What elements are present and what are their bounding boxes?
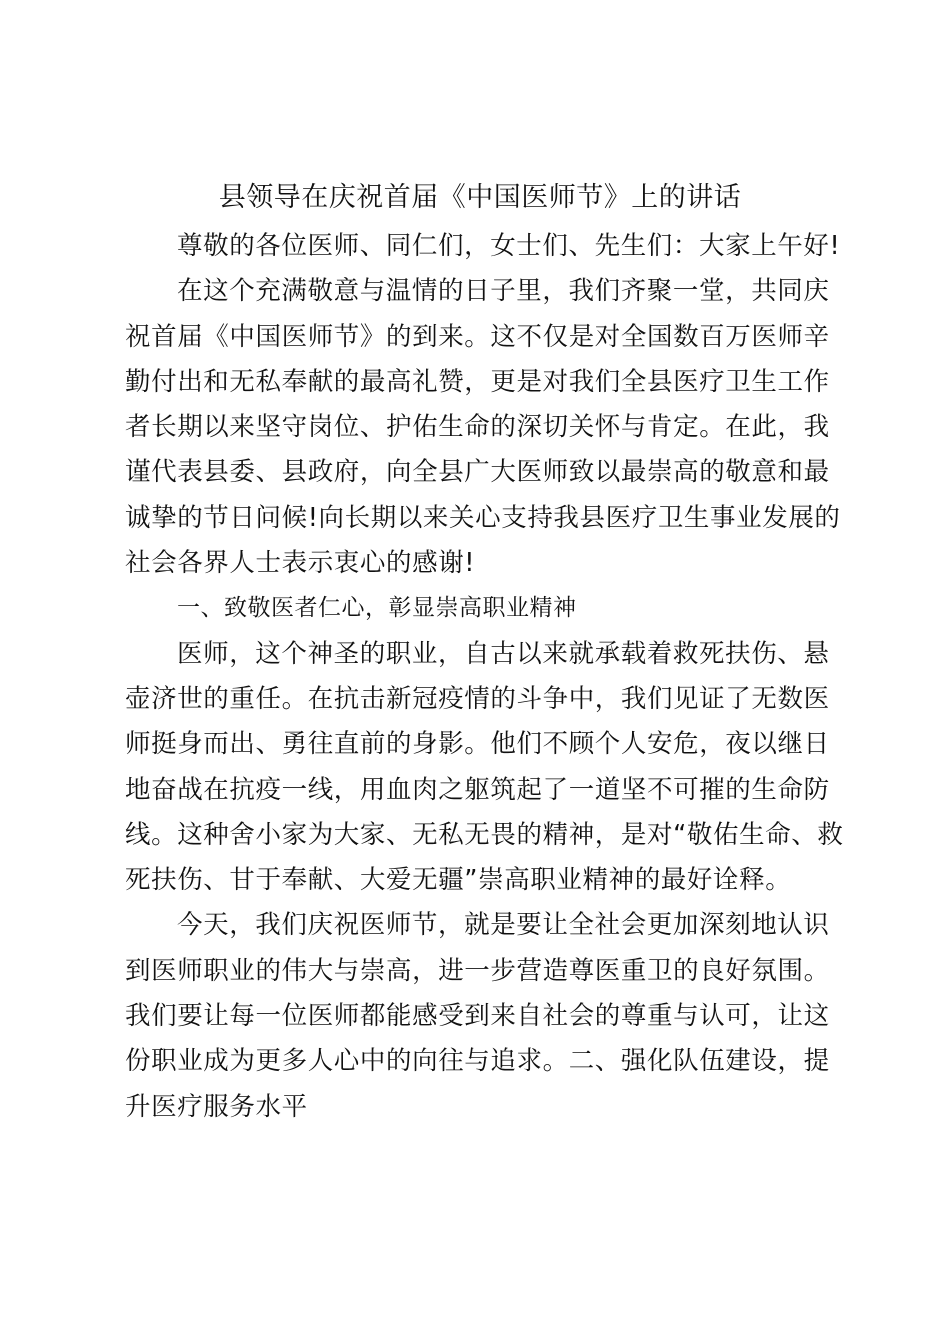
paragraph-line: 升医疗服务水平	[125, 1091, 308, 1122]
document-title: 县领导在庆祝首届《中国医师节》上的讲话	[218, 182, 742, 213]
section-heading: 一、致敬医者仁心，彰显崇高职业精神	[177, 595, 577, 622]
document-body	[125, 224, 844, 1130]
paragraph-line: 在这个充满敬意与温情的日子里，我们齐聚一堂，共同庆	[177, 276, 830, 307]
paragraph-line: 份职业成为更多人心中的向往与追求。二、强化队伍建设，提	[125, 1046, 830, 1077]
paragraph-line: 死扶伤、甘于奉献、大爱无疆”崇高职业精神的最好诠释。	[125, 865, 792, 896]
paragraph-line: 地奋战在抗疫一线，用血肉之躯筑起了一道坚不可摧的生命防	[125, 774, 830, 805]
paragraph-line: 勤付出和无私奉献的最高礼赞，更是对我们全县医疗卫生工作	[125, 366, 830, 397]
paragraph-line: 者长期以来坚守岗位、护佑生命的深切关怀与肯定。在此，我	[125, 412, 830, 443]
paragraph-line: 谨代表县委、县政府，向全县广大医师致以最崇高的敬意和最	[125, 457, 830, 488]
paragraph-line: 医师，这个神圣的职业，自古以来就承载着救死扶伤、悬	[177, 638, 830, 669]
paragraph-line: 今天，我们庆祝医师节，就是要让全社会更加深刻地认识	[177, 910, 830, 941]
paragraph-line: 我们要让每一位医师都能感受到来自社会的尊重与认可，让这	[125, 1001, 830, 1032]
paragraph-line: 到医师职业的伟大与崇高，进一步营造尊医重卫的良好氛围。	[125, 955, 830, 986]
greeting-line: 尊敬的各位医师、同仁们，女士们、先生们：大家上午好!	[177, 231, 841, 261]
paragraph-line: 线。这种舍小家为大家、无私无畏的精神，是对“敬佑生命、救	[125, 819, 844, 850]
paragraph-line: 壶济世的重任。在抗击新冠疫情的斗争中，我们见证了无数医	[125, 683, 830, 714]
paragraph-line: 祝首届《中国医师节》的到来。这不仅是对全国数百万医师辛	[125, 321, 830, 352]
paragraph-line: 诚挚的节日问候!向长期以来关心支持我县医疗卫生事业发展的	[125, 502, 841, 533]
paragraph-line: 师挺身而出、勇往直前的身影。他们不顾个人安危，夜以继日	[125, 729, 830, 760]
paragraph-line: 社会各界人士表示衷心的感谢!	[125, 548, 476, 579]
